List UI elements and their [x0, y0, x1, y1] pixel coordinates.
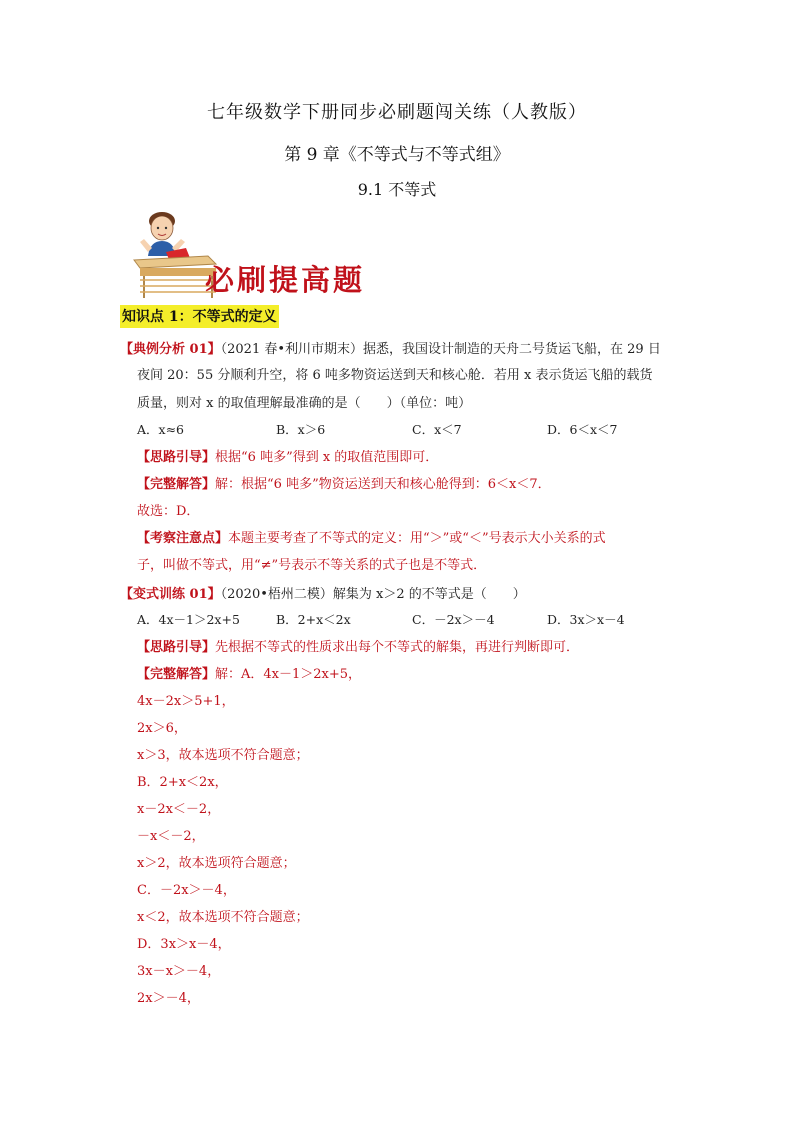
solution-step: x＞2，故本选项符合题意；	[137, 856, 296, 871]
variant-option-d: D．3x＞x－4	[547, 612, 625, 627]
example-line-3: 质量，则对 x 的取值理解最准确的是（ ）（单位：吨）	[137, 396, 472, 411]
example-line-2: 夜间 20：55 分顺利升空，将 6 吨多物资运送到天和核心舱．若用 x 表示货运飞船的载货	[137, 368, 653, 383]
solution-step: 2x＞－4，	[137, 991, 200, 1006]
solution-step: C．－2x＞－4，	[137, 883, 236, 898]
solution-step: x－2x＜－2，	[137, 802, 221, 817]
section-title: 9.1 不等式	[357, 180, 437, 199]
solution-step: 4x－2x＞5+1，	[137, 694, 235, 709]
solution-step: B．2+x＜2x，	[137, 775, 228, 790]
solution-step: 3x－x＞－4，	[137, 964, 221, 979]
chapter-title: 第 9 章《不等式与不等式组》	[284, 145, 510, 165]
banner-title: 必刷提高题	[205, 263, 366, 297]
solution-step: x＞3，故本选项不符合题意；	[137, 748, 309, 763]
example-choice: 故选：D．	[137, 504, 200, 519]
solution-step: －x＜－2，	[137, 829, 205, 844]
example-option-b: B．x＞6	[276, 422, 326, 437]
example-option-a: A．x≈6	[137, 422, 185, 437]
doc-title: 七年级数学下册同步必刷题闯关练（人教版）	[207, 102, 587, 123]
example-tag: 【典例分析 01】	[120, 342, 221, 357]
solution-step: 2x＞6，	[137, 721, 187, 736]
example-line-1: 【典例分析 01】（2021 春•利川市期末）据悉，我国设计制造的天舟二号货运飞船，在 29 日	[120, 342, 661, 357]
knowledge-point-heading: 知识点 1：不等式的定义	[120, 305, 279, 328]
example-note-2: 子，叫做不等式，用“≠”号表示不等关系的式子也是不等式．	[137, 558, 487, 573]
variant-option-a: A．4x－1＞2x+5	[137, 612, 240, 627]
variant-option-c: C．－2x＞－4	[412, 612, 495, 627]
example-note-1: 【考察注意点】本题主要考查了不等式的定义：用“＞”或“＜”号表示大小关系的式	[137, 531, 606, 546]
variant-guide: 【思路引导】先根据不等式的性质求出每个不等式的解集，再进行判断即可．	[137, 640, 580, 655]
variant-answer: 【完整解答】解：A．4x－1＞2x+5，	[137, 667, 362, 682]
variant-option-b: B．2+x＜2x	[276, 612, 351, 627]
variant-stem: 【变式训练 01】（2020•梧州二模）解集为 x＞2 的不等式是（ ）	[120, 587, 526, 602]
example-guide: 【思路引导】根据“6 吨多”得到 x 的取值范围即可．	[137, 450, 439, 465]
example-option-d: D．6＜x＜7	[547, 422, 618, 437]
solution-step: x＜2，故本选项不符合题意；	[137, 910, 309, 925]
example-answer: 【完整解答】解：根据“6 吨多”物资运送到天和核心舱得到：6＜x＜7．	[137, 477, 551, 492]
solution-step: D．3x＞x－4，	[137, 937, 231, 952]
variant-tag: 【变式训练 01】	[120, 587, 221, 602]
example-option-c: C．x＜7	[412, 422, 462, 437]
